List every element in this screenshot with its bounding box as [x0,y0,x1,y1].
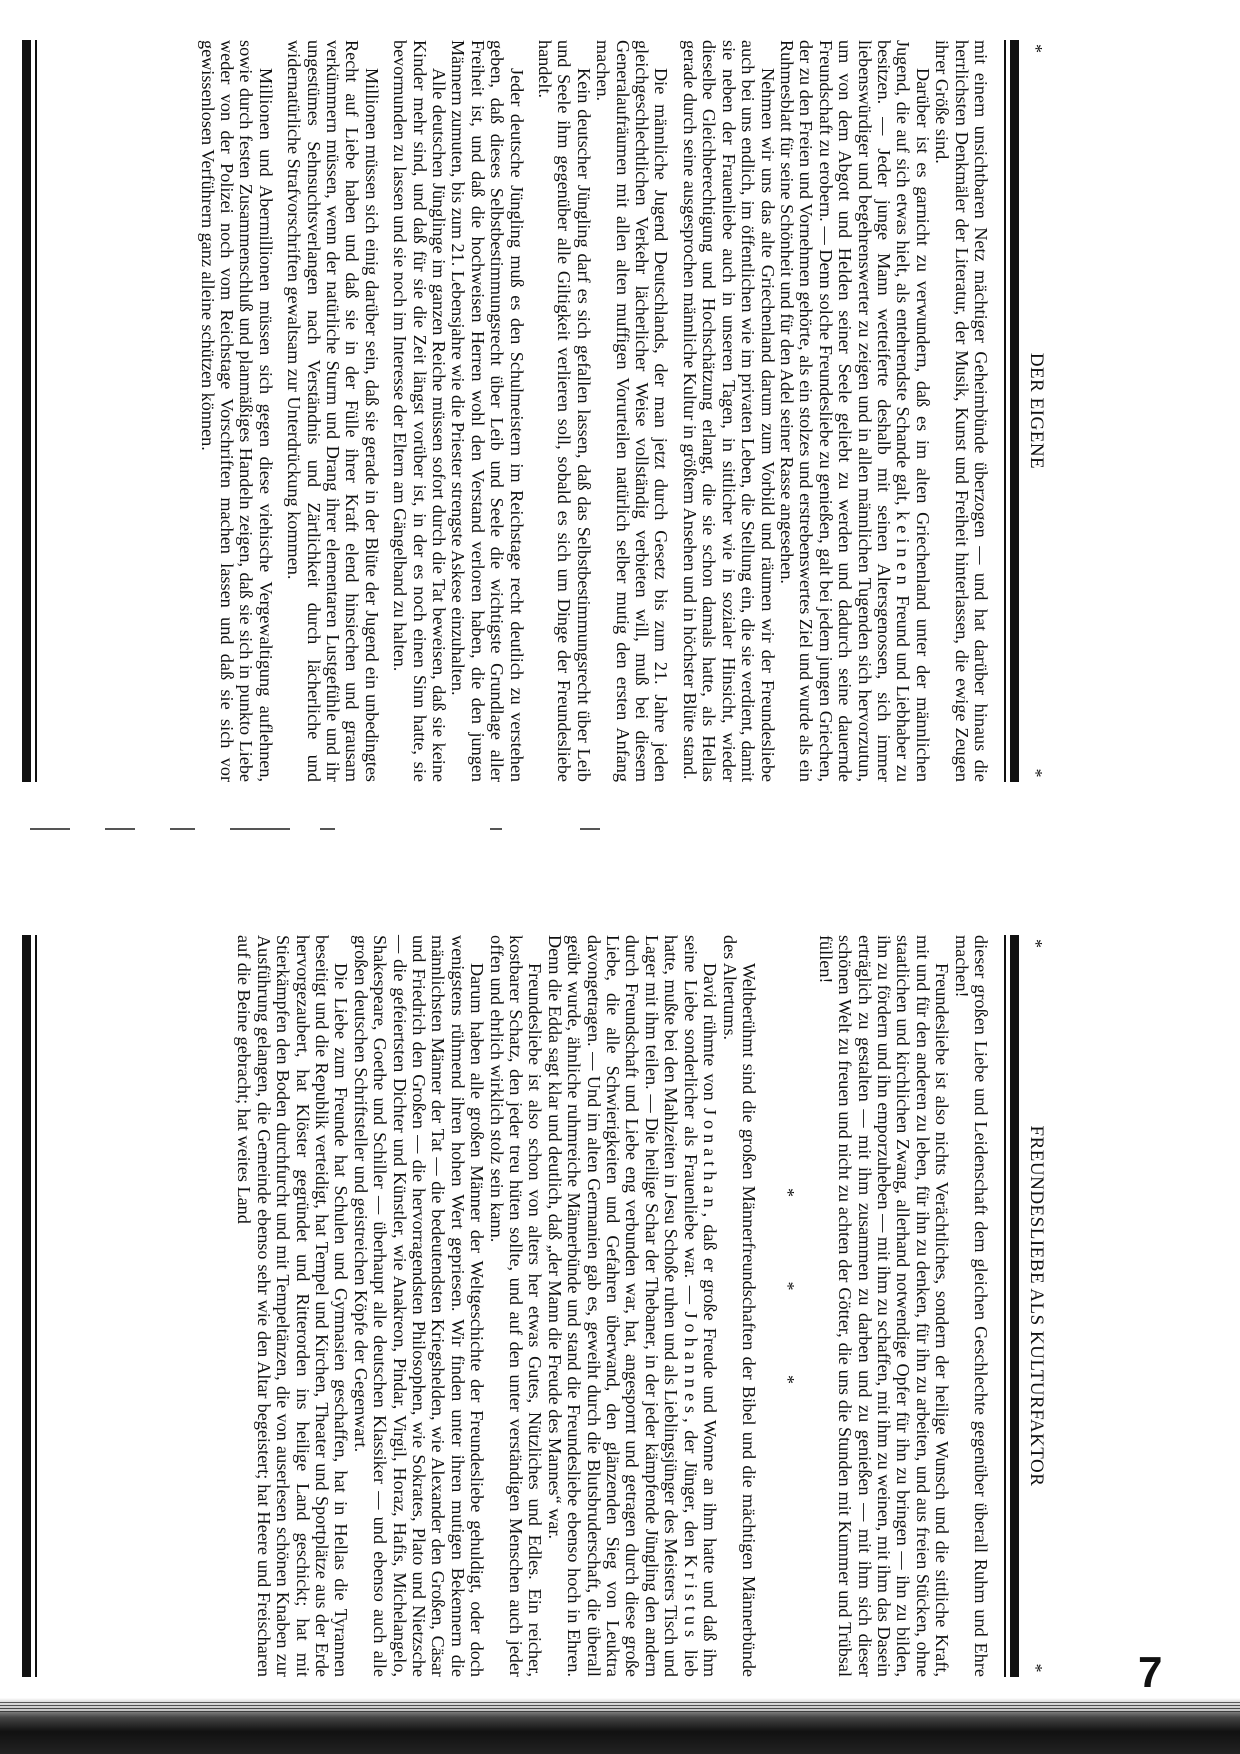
running-header [1025,935,1055,1677]
paragraph: Freundesliebe ist also nichts Verächtliches, sondern der heilige Wunsch und die sittliche Kraft, mit und für den anderen zu leben, für ihn zu denken, für ihn zu arbeiten, und aus freien Stücken, ohne staatlichen und kirchlichen Zwang, allerhand notwendige Opfer für ihn zu bringen — ihn zu bilden, ihn zu fördern und ihn emporzuheben — mit ihm zu schaffen, mit ihm zu weinen, mit ihm das Dasein erträglich zu gestalten — mit ihm zusammen zu darben und zu genießen — mit ihm sich dieser schönen Welt zu freuen und nicht zu achten der Götter, die uns die Stunden mit Kummer und Trübsal füllen! [815,935,953,1677]
paragraph: Millionen und Abermillionen müssen sich gegen diese viehische Vergewaltigung auflehnen, sowie durch festen Zusammenschluß und planmäßiges Handeln zeigen, daß sie sich in punkto Liebe weder von der Polizei noch vom Reichstage Vorschriften machen lassen und daß sie sich vor gewissenlosen Verführern ganz alleine schützen können. [197,40,276,782]
scan-edge-shadow [0,1698,1240,1754]
page-body [197,40,990,782]
gutter-marks [20,828,1060,836]
page-7 [50,40,1055,782]
header-rule-thick [1010,935,1019,1677]
header-star-right: * [1026,1663,1046,1673]
header-star-right: * [1026,768,1046,778]
paragraph: Die männliche Jugend Deutschlands, der man jetzt durch Gesetz bis zum 21. Jahre jeden gleichgeschlechtlichen Verkehr lächerlicher Weise vollständig verbieten will, muß bei diesem Generalaufräumen mit allen alten muffigen Vorurteilen natürlich selber mutig den ersten Anfang machen. [593,40,672,782]
running-header [1025,40,1055,782]
scan-page-marker: 7 [1138,1648,1163,1697]
paragraph: Darüber ist es garnicht zu verwundern, daß es im alten Griechenland unter der männlichen Jugend, die auf sich etwas hielt, als entehrendste Schande galt, keinen Freund und Liebhaber zu besitzen. — Jeder junge Mann wetteiferte deshalb mit seinen Altersgenossen, sich immer liebenswürdiger und begehrenswerter zu zeigen und in allen männlichen Tugenden sich hervorzutun, um von dem Abgott und Helden seiner Seele geliebt zu werden und dadurch seine dauernde Freundschaft zu erobern. — Denn solche Freundesliebe zu genießen, galt bei jedem jungen Griechen, der zu den Freien und Vornehmen gehörte, als ein stolzes und erstrebenswertes Ziel und wurde als ein Ruhmesblatt für seine Schönheit und für den Adel seiner Rasse angesehen. [776,40,933,782]
footer-rules [22,40,37,782]
paragraph: Freundesliebe ist also schon von alters her etwas Gutes, Nützliches und Edles. Ein reicher, kostbarer Schatz, den jeder treu hüten sollte, und auf den unter verständigen Menschen auch jeder offen und ehrlich wirklich stolz sein kann. [486,935,546,1677]
page-body [234,935,990,1677]
page-6 [50,935,1055,1677]
header-rule-thin [1004,40,1006,782]
section-divider: * * * [778,1188,799,1424]
header-rule-thick [1010,40,1019,782]
running-title: FREUNDESLIEBE ALS KULTURFAKTOR [1026,1125,1047,1487]
paragraph: Weltberühmt sind die großen Männerfreundschaften der Bibel und die mächtigen Männerbünde des Altertums. [719,935,759,1677]
paragraph: Nehmen wir uns das alte Griechenland darum zum Vorbild und räumen wir der Freundesliebe auch bei uns endlich, im öffentlichen wie im privaten Leben, die Stellung ein, die sie verdient, damit sie neben der Frauenliebe auch in unseren Tagen, in sittlicher wie in sozialer Hinsicht, wieder dieselbe Gleichberechtigung und Hochschätzung erlangt, die sie schon damals hatte, als Hellas gerade durch seine ausgesprochen männliche Kultur in größtem Ansehen und in höchster Blüte stand. [679,40,778,782]
paragraph: David rühmte von Jonathan, daß er große Freude und Wonne an ihm hatte und daß ihm seine Liebe sonderlicher als Frauenliebe war. — Johannes, der Jünger, den Kristus lieb hatte, mußte bei den Mahlzeiten in Jesu Schoße ruhen und als Lieblingsjünger des Meisters Tisch und Lager mit ihm teilen. — Die heilige Schar der Thebaner, in der jeder kämpfende Jüngling den andern durch Freundschaft und Liebe eng verbunden war, hat, angespornt und getragen durch diese große Liebe, die alle Schwierigkeiten und Gefahren überwand, den glänzenden Sieg von Leuktra davongetragen. — Und im alten Germanien gab es, geweiht durch die Blutsbruderschaft, die überall geübt wurde, ähnliche ruhmreiche Männerbünde und stand die Freundesliebe ebenso hoch in Ehren. Denn die Edda sagt klar und deutlich, daß „der Mann die Freude des Mannes“ war. [544,935,721,1677]
paragraph: Die Liebe zum Freunde hat Schulen und Gymnasien geschaffen, hat in Hellas die Tyrannen beseitigt und die Republik verteidigt, hat Tempel und Kirchen, Theater und Sportplätze aus der Erde hervorgezaubert, hat Klöster gegründet und Ritterorden ins heilige Land geschickt; hat mit Stierkämpfen den Boden durchfurcht und mit Tempeltänzen, die von auserlesen schönen Knaben zur Ausführung gelangen, die Gemeinde ebenso sehr wie den Altar begeistert; hat Heere und Freischaren auf die Beine gebracht; hat weites Land [234,935,352,1677]
running-title: DER EIGENE [1026,352,1047,470]
paragraph: Kein deutscher Jüngling darf es sich gefallen lassen, daß das Selbstbestimmungsrecht über Leib und Seele ihm gegenüber alle Giltigkeit verlieren soll, sobald es sich um Dinge der Freundesliebe handelt. [535,40,594,782]
footer-rules [22,935,37,1677]
paragraph: dieser großen Liebe und Leidenschaft dem gleichen Geschlechte gegenüber überall Ruhm und Ehre machen! [951,935,991,1677]
paragraph: Darum haben alle großen Männer der Weltgeschichte der Freundesliebe gehuldigt, oder doch wenigstens rühmend ihren hohen Wert gepriesen. Wir finden unter ihren mutigen Bekennern die männlichsten Männer der Tat — die bedeutendsten Kriegshelden, wie Alexander den Großen, Cäsar und Friedrich den Großen — die hervorragendsten Philosophen, wie Sokrates, Plato und Nietzsche — die gefeiertsten Dichter und Künstler, wie Anakreon, Pindar, Virgil, Horaz, Hafis, Michelangelo, Shakespeare, Goethe und Schiller — überhaupt alle deutschen Klassiker — und ebenso auch alle großen deutschen Schriftsteller und geistreichen Köpfe der Gegenwart. [350,935,488,1677]
paragraph: mit einem unsichtbaren Netz mächtiger Geheimbünde überzogen — und hat darüber hinaus die herrlichsten Denkmäler der Literatur, der Musik, Kunst und Freiheit hinterlassen, die ewige Zeugen ihrer Größe sind. [932,40,991,782]
header-star-left: * [1026,44,1046,54]
header-rule-thin [1004,935,1006,1677]
paragraph: Millionen müssen sich einig darüber sein, daß sie gerade in der Blüte der Jugend ein unbedingtes Recht auf Liebe haben und daß sie in der Fülle ihrer Kraft elend hinsiechen und grausam verkümmern müssen, wenn der natürliche Sturm und Drang ihrer elementaren Lustgefühle und ihr ungestümes Sehnsuchtsverlangen nach Verständnis und Zärtlichkeit durch lächerliche und widernatürliche Strafvorschriften gewaltsam zur Unterdrückung kommen. [284,40,382,782]
paragraph: Jeder deutsche Jüngling muß es den Schulmeistern im Reichstage recht deutlich zu verstehen geben, daß dieses Selbstbestimmungsrecht über Leib und Seele die wichtigste Grundlage aller Freiheit ist, und daß die hochweisen Herren wohl den Verstand verloren haben, die den jungen Männern zumuten, bis zum 21. Lebensjahre wie die Priester strengste Askese einzuhalten. [448,40,527,782]
paragraph: Alle deutschen Jünglinge im ganzen Reiche müssen sofort durch die Tat beweisen, daß sie keine Kinder mehr sind, und daß für sie die Zeit längst vorüber ist, in der es noch einen Sinn hatte, sie bevormunden zu lassen und sie noch im Interesse der Eltern am Gängelband zu halten. [390,40,450,782]
header-star-left: * [1026,939,1046,949]
